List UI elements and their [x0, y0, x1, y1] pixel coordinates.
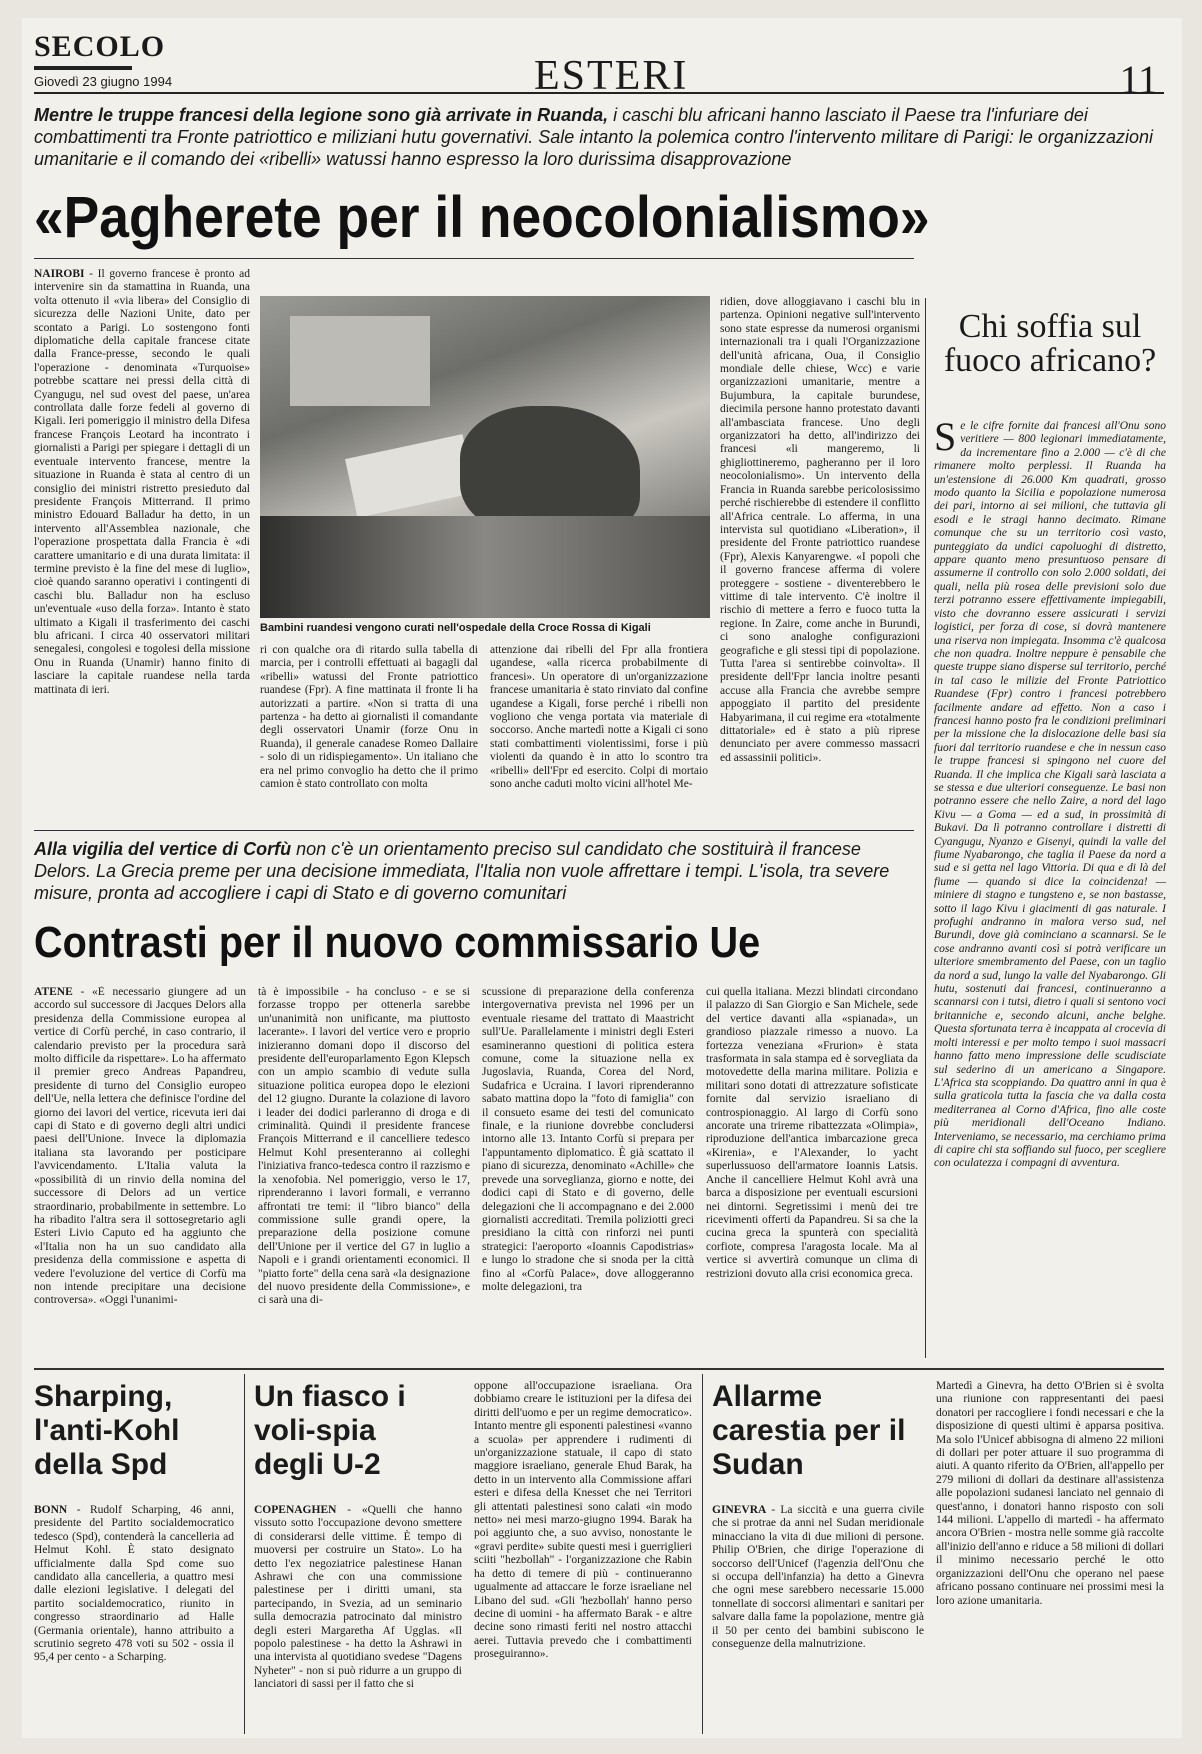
box2-body: [254, 1504, 462, 1730]
article2-kicker-bold: Alla vigilia del vertice di Corfù: [34, 839, 292, 859]
article2-dateline: ATENE: [34, 986, 73, 998]
article2-headline: Contrasti per il nuovo commissario Ue: [34, 918, 761, 967]
divider: [34, 258, 914, 259]
article1-kicker-rest: i caschi blu africani hanno lasciato il Paese tra l'infuriare dei combattimenti tra Fronte patriottico e miliziani hutu governativi. Sale intanto la polemica contro l'intervento militare di Parigi: le organizzazioni umanitarie e il comando dei «ribelli» watussi hanno espresso la loro durissima disapprovazione: [34, 105, 1153, 169]
box2-headline: Un fiasco i voli-spia degli U-2: [254, 1380, 406, 1481]
article2-column-3: scussione di preparazione della conferenza intergovernativa prevista nel 1996 per un eventuale riesame del trattato di Maastricht sull'Ue. Parallelamente i ministri degli Esteri esamineranno questioni di politica estera comune, come la situazione nella ex Jugoslavia, Ruanda, Corea del Nord, Sudafrica e Ucraina. I lavori riprenderanno sabato mattina dopo la "foto di famiglia" con il consueto esame dei testi del comunicato finale, e la riunione dovrebbe concludersi intorno alle 13. Intanto Corfù si prepara per l'appuntamento diplomatico. È già scattato il piano di sicurezza, denominato «Achille» che prevede una sorveglianza, giorno e notte, dei dodici capi di Stato e di governo, delle delegazioni che li accompagnano e dei 2.000 giornalisti accreditati. Tremila poliziotti greci presidiano la città con rinforzi nei punti strategici: l'aeroporto «Ioannis Capodistrias» e lungo lo stradone che si snoda per la città fino al «Corfù Palace», dove alloggeranno molte delegazioni, tra: [482, 986, 694, 1293]
issue-date: Giovedì 23 giugno 1994: [34, 74, 173, 89]
article1-column-3: attenzione dai ribelli del Fpr alla frontiera ugandese, «alla ricerca probabilmente di francesi». Un operatore di un'organizzazione francese umanitaria è stato rinviato dal confine ugandese a Kigali, forse perché i ribelli non vogliono che venga portata via materiale di soccorso. Anche martedì notte a Kigali ci sono stati combattimenti violentissimi, forse i più violenti da quando è in atto lo scontro tra «ribelli» dell'Fpr ed esercito. Colpi di mortaio sono anche caduti molto vicini all'hotel Me-: [490, 644, 708, 791]
article2-column-2: tà è impossibile - ha concluso - e se si forzasse troppo per ottenerla sarebbe un'unanimità non unificante, ma piuttosto lacerante». I lavori del vertice vero e proprio inizieranno domani dopo il discorso del presidente dell'europarlamento Egon Klepsch con un ampio scambio di vedute sulla situazione politica europea dopo le elezioni del 12 giugno. Durante la colazione di lavoro i leader dei dodici parleranno di droga e di criminalità. Quindi il presidente francese François Mitterrand e il cancelliere tedesco Helmut Kohl presenteranno ai colleghi l'iniziativa franco-tedesca contro il razzismo e la xenofobia. Nel pomeriggio, verso le 17, riprenderanno i lavori formali, e verranno affrontati tre temi: il "libro bianco" della commissione sulle grandi opere, la preparazione della posizione comune dell'Unione per il vertice del G7 in luglio a Napoli e i grandi orientamenti economici. Il "piatto forte" della cena sarà «la designazione del nuovo presidente della Commissione», e ci sarà una di-: [258, 986, 470, 1307]
box3-body: [712, 1504, 924, 1730]
box1-body: [34, 1504, 234, 1730]
sidebar-divider: [925, 298, 926, 1358]
sidebar-body: [934, 420, 1166, 1360]
box3-column-2: Martedì a Ginevra, ha detto O'Brien si è svolta una riunione con rappresentanti dei paesi donatori per raccogliere i fondi necessari e che la disposizione di questi ultimi è apparsa positiva. Ma solo l'Unicef abbisogna di almeno 22 milioni di dollari per poter attuare il suo programma di aiuti. A quanto riferito da O'Brien, all'appello per 279 milioni di dollari da destinare all'assistenza alle popolazioni sudanesi lanciato nel gennaio di quest'anno, i donatori hanno risposto con soli 144 milioni. L'appello di martedì - ha affermato ancora O'Brien - mostra nelle somme già raccolte all'inizio dell'anno e riduce a 58 milioni di dollari il minimo necessario perché le otto organizzazioni dell'Onu che operano nel paese africano possano continuare nei prossimi mesi la loro azione umanitaria.: [936, 1380, 1164, 1607]
box1-text: - Rudolf Scharping, 46 anni, presidente del Partito socialdemocratico tedesco (Spd), contenderà la cancelleria ad Helmut Kohl. È stato designato ufficialmente dalla Spd come suo candidato alla cancelleria, a quattro mesi dalle elezioni legislative. I delegati del partito socialdemocratico, riunito in congresso straordinario ad Halle (Germania orientale), hanno attribuito a scrutinio segreto 478 voti su 502 - ossia il 95,4 per cento - a Scharping.: [34, 1504, 234, 1664]
page-number: 11: [1119, 57, 1158, 102]
article1-photo: [260, 296, 710, 618]
article2-kicker: [34, 838, 914, 904]
sidebar-title: Chi soffia sul fuoco africano?: [943, 308, 1157, 379]
box1-headline: Sharping, l'anti-Kohl della Spd: [34, 1380, 180, 1481]
article1-column-1-text: - Il governo francese è pronto ad intervenire sin da stamattina in Ruanda, una volta ottenuto il «via libera» del Consiglio di sicurezza delle Nazioni Unite, dato per scontato a Parigi. Lo sostengono fonti diplomatiche della capitale francese citate dalla France-presse, secondo le quali l'operazione - denominata «Turquoise» potrebbe scattare nei pressi della città di Cyangugu, nel sud ovest del paese, un'area controllata dalle forze fedeli al governo di Kigali. Ieri pomeriggio il ministro della Difesa francese François Leotard ha incontrato i giornalisti a Parigi per spiegare i dettagli di un eventuale intervento francese, mentre la situazione in Ruanda è stata al centro di un consiglio dei ministri ristretto presieduto dal presidente François Mitterrand. Il primo ministro Edouard Balladur ha detto, in un intervento all'Assemblea nazionale, che l'operazione prospettata dalla Francia è «di carattere umanitario e di una durata limitata: il termine previsto è la fine del mese di luglio», cioè quando saranno operativi i contingenti di caschi blu. Balladur non ha escluso un'eventuale «uso della forza». Intanto è stato ultimato a Kigali il trasferimento dei caschi blu africani. I circa 40 osservatori militari senegalesi, congolesi e togolesi della missione Onu in Ruanda (Unamir) hanno finito di lasciare la capitale ruandese nella tarda mattinata di ieri.: [34, 268, 250, 696]
article1-column-1: [34, 268, 250, 848]
article2-column-4: cui quella italiana. Mezzi blindati circondano il palazzo di San Giorgio e San Michele, sede del vertice davanti alla «spianada», un grandioso piazzale rimesso a nuovo. La fortezza veneziana «Frurion» è stata trasformata in sala stampa ed è sorvegliata da motovedette della marina militare. Polizia e militari sono dotati di attrezzature sofisticate fornite dal servizio israeliano di controspionaggio. Al largo di Corfù sono ancorate una trireme ribattezzata «Olimpia», riproduzione dell'antica imbarcazione greca «Kirenia», e l'Alexander, lo yacht superlussuoso dell'armatore Ioannis Latsis. Anche il cancelliere Helmut Kohl avrà una barca a disposizione per eventuali escursioni nei dintorni. Segretissimi i menù dei tre ricevimenti offerti da Papandreu. Si sa che la cucina greca la spunterà con specialità corfiote, compresa l'aragosta locale. Ma al vertice si avvertirà comunque un clima di restrizioni dovuto alla crisi economica greca.: [706, 986, 918, 1280]
newspaper-page: [22, 18, 1182, 1738]
article1-column-4: ridien, dove alloggiavano i caschi blu in partenza. Opinioni negative sull'intervento sono state espresse da numerosi organismi internazionali tra i quali l'Organizzazione dell'unità africana, Oua, il Consiglio mondiale delle chiese, Wcc) e varie organizzazioni umanitarie, mentre a Bujumbura, la capitale burundese, diecimila persone hanno protestato davanti all'ambasciata francese. Uno degli organizzatori ha detto, all'indirizzo dei francesi «li mangeremo, li ghigliottineremo, pagheranno per il loro neocolonialismo». Un intervento della Francia in Ruanda sarebbe pericolosissimo perché rischierebbe di estendere il conflitto all'Africa centrale. Lo afferma, in una intervista sul quotidiano «Liberation», il presidente del Fronte patriottico ruandese (Fpr), Alexis Kanyarengwe. «I popoli che il governo francese afferma di volere proteggere - sostiene - diventerebbero le vittime di tale intervento. C'è inoltre il rischio di mettere a ferro e fuoco tutta la regione. In Zaire, come anche in Burundi, ci sono analoghe configurazioni geografiche e gli stessi tipi di popolazione. Tutta l'area si sentirebbe coinvolta». Il presidente dell'Fpr lancia inoltre pesanti accuse alla Francia che avrebbe sempre appoggiato il partito del presidente Habyarimana, il cui regime era «totalmente dittatoriale» ed è stato a più riprese denunciato per avere commesso massacri ed assassinii politici».: [720, 296, 920, 764]
box2-text: - «Quelli che hanno vissuto sotto l'occupazione devono smettere di considerarsi delle vittime. È tempo di muoversi per costruire un Stato». Lo ha detto l'ex negoziatrice palestinese Hanan Ashrawi che con una commissione palestinese per i diritti umani, sta partecipando, in Svezia, ad un seminario sulla democrazia patrocinato dal ministro degli esteri Margaretha Af Ugglas. «Il popolo palestinese - ha detto la Ashrawi in una intervista al quotidiano svedese "Dagens Nyheter" - non si può ridurre a un gruppo di lanciatori di sassi per il fatto che si: [254, 1504, 462, 1691]
newspaper-logo: SECOLO: [34, 30, 166, 63]
article1-dateline: NAIROBI: [34, 268, 85, 280]
divider: [34, 830, 914, 831]
box3-headline: Allarme carestia per il Sudan: [712, 1380, 906, 1481]
divider: [702, 1374, 703, 1734]
article1-kicker: [34, 104, 1164, 170]
box1-dateline: BONN: [34, 1504, 68, 1516]
box2-dateline: COPENAGHEN: [254, 1504, 337, 1516]
divider: [244, 1374, 245, 1734]
article2-kicker-rest: non c'è un orientamento preciso sul candidato che sostituirà il francese Delors. La Grecia preme per una decisione immediata, l'Italia non vuole affrettare i tempi. L'isola, tra severe misure, pronta ad accogliere i capi di Stato e di governo comunitari: [34, 839, 890, 903]
box2-column-2: oppone all'occupazione israeliana. Ora dobbiamo creare le istituzioni per la difesa dei diritti dell'uomo e per un regime democratico». Intanto mentre gli esponenti palestinesi «vanno a scuola» per apprendere i rudimenti di un'organizzazione statuale, il capo di stato maggiore israeliano, generale Ehud Barak, ha detto in un intervento alla Commissione affari esteri e difesa della Knesset che nei Territori gli attentati palestinesi sono calati «in modo netto» nei mesi marzo-giugno 1994. Barak ha poi aggiunto che, a suo avviso, nonostante le «gravi perdite» subite questi mesi i guerriglieri sciiti "hezbollah" - l'organizzazione che Rabin ha detto di temere di più - continueranno ugualmente ad attaccare le forze israeliane nel Libano del sud. «Gli 'hezbollah' hanno perso decine di uomini - ha affermato Barak - e altre decine sono rimasti feriti nel nostro attacchi aerei. Tuttavia prevedo che i combattimenti proseguiranno».: [474, 1380, 692, 1661]
divider: [34, 1368, 1164, 1370]
sidebar-dropcap: S: [934, 420, 957, 459]
sidebar-text: e le cifre fornite dai francesi all'Onu sono veritiere — 800 legionari immediatamente, da incrementare fino a 2.000 — c'è di che rimanere molto perplessi. Il Ruanda ha un'estensione di 26.000 Km quadrati, grosso modo quanto la Sicilia e popolazione numerosa dei pari, intorno ai sei milioni, che tuttavia gli esodi e le stragi hanno decimato. Rimane comunque che su un territorio così vasto, punteggiato da undici capoluoghi di distretto, appare quanto meno presuntuoso pensare di assumerne il controllo con solo 2.000 soldati, dei quali, nella più rosea delle previsioni solo due terzi potranno essere effettivamente impiegabili, visto che dovranno essere assicurati i servizi logistici, per forza di cose, si dovrà mantenere una riserva non impiegata. Insomma c'è qualcosa che non quadra. Inoltre neppure è pensabile che queste truppe siano disperse sul territorio, perché in tal caso le milizie del Fronte Patriottico Ruandese (Fpr) contro i francesi potrebbero facilmente andare ad effetto. Non a caso i francesi hanno posto fra le condizioni preliminari per la missione che la dislocazione delle basi sia fuori dal territorio ruandese e che in nessun caso le truppe francesi si spingono nel cuore del Ruanda. Il che implica che Kigali sarà lasciata a se stessa e due ulteriori conseguenze. Le basi non potranno essere che nello Zaire, a nord del lago Kivu — a Goma — ed a sud, in prossimità di Bukavi. Da lì potranno controllare i distretti di Cyangugu, Nyanzo e Gisenyi, quindi la valle del fiume Nyabarongo, che taglia il Paese da nord a sud e si getta nel lago Vittoria. Di qua e di là del fiume — quando si dice la coincidenza! — miniere di stagno e tungsteno e, se non bastasse, sotto il lago Kivu i giacimenti di gas naturale. I profughi andranno in malora verso sud, nel Burundi, dove già cominciano a scannarsi. Se le cose andranno avanti così si potrà verificare un ulteriore smembramento del Paese, con un taglio da nord a sud, lungo la valle del Nyabarongo. Gli hutu, sostenuti dai francesi, continueranno a scannarsi con i tutsi, dietro i quali si sentono voci britanniche e, secondo alcuni, anche belghe. Questa sfortunata terra è incappata al crocevia di molti interessi e per molto tempo i suoi massacri hanno fatto meno impressione delle scudisciate sul sederino di un americano a Singapore. L'Africa sta scoppiando. Da quattro anni in qua è sulla graticola tutta la fascia che va dalla costa mediterranea al Corno d'Africa, fino alle coste più meridionali dell'Oceano Indiano. Interveniamo, se necessario, ma cerchiamo prima di capire chi sta soffiando sul fuoco, per scegliere con oculatezza i compagni di avventura.: [934, 420, 1166, 1170]
logo-bar: [34, 66, 132, 70]
article1-kicker-bold: Mentre le truppe francesi della legione sono già arrivate in Ruanda,: [34, 105, 609, 125]
section-title: ESTERI: [534, 53, 689, 99]
article1-column-2: ri con qualche ora di ritardo sulla tabella di marcia, per i controlli effettuati ai bagagli dal «ribelli» watussi del Fronte patriottico ruandese (Fpr). A fine mattinata il fronte li ha autorizzati a partire. «Non si tratta di una partenza - ha detto ai giornalisti il comandante degli osservatori Unamir (forze Onu in Ruanda), il generale canadese Romeo Dallaire - solo di un ridispiegamento». Un italiano che era nel primo convoglio ha detto che il primo camion è stato controllato con molta: [260, 644, 478, 791]
article2-column-1: [34, 986, 246, 1356]
article2-column-1-text: - «È necessario giungere ad un accordo sul successore di Jacques Delors alla presidenza della Commissione europea al vertice di Corfù perché, in caso contrario, il calendario previsto per la procedura sarà molto difficile da rispettare». Lo ha affermato il premier greco Andreas Papandreu, presidente di turno del Consiglio europeo dell'Ue, nella lettera che definisce l'ordine del giorno dei lavori del vertice, ricevuta ieri dai capi di Stato e di governo degli altri undici paesi dell'Unione. Invece la diplomazia italiana sta lavorando per posticipare l'avvicendamento. L'Italia valuta la «possibilità di un rinvio della nomina del successore di Delors ad un vertice straordinario, probabilmente in settembre. Lo ha ribadito l'altra sera il sottosegretario agli Esteri Livio Caputo ed ha aggiunto che «l'Italia non ha un suo candidato alla presidenza della commissione e aspetta di vedere l'evoluzione del vertice di Corfù ma non intende precipitare una decisione controversa». «Oggi l'unanimi-: [34, 986, 246, 1307]
box3-dateline: GINEVRA: [712, 1504, 767, 1516]
article1-headline: «Pagherete per il neocolonialismo»: [34, 185, 930, 250]
photo-caption: Bambini ruandesi vengono curati nell'ospedale della Croce Rossa di Kigali: [260, 622, 651, 634]
masthead: [34, 30, 1164, 102]
box3-text: - La siccità e una guerra civile che si protrae da anni nel Sudan meridionale minacciano la vita di due milioni di persone. Philip O'Brien, che dirige l'operazione di soccorso dell'Unicef (l'agenzia dell'Onu che si occupa dell'infanzia) ha detto a Ginevra che ogni mese sarebbero necessarie 15.000 tonnellate di soccorsi alimentari e sanitari per salvare dalla fame la popolazione, mentre già il 50 per cento dei bambini subiscono le conseguenze della malnutrizione.: [712, 1504, 924, 1651]
